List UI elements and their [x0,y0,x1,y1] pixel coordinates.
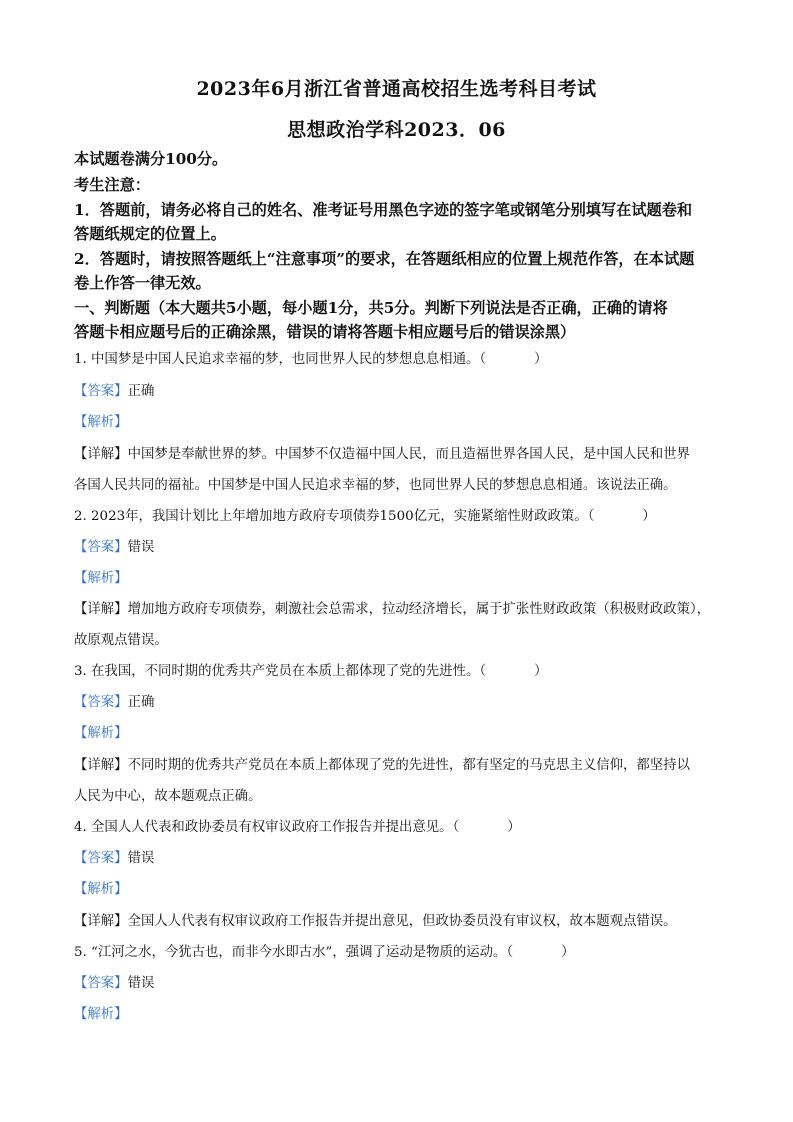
question-3 [74,660,727,679]
blank-close: ） [642,509,656,524]
detail-label: 【详解】 [74,447,128,462]
question-2 [74,505,727,524]
answer-row [74,972,727,991]
detail-row [74,598,727,617]
blank-open: （ [452,820,460,835]
answer-row [74,536,727,555]
question-5 [74,941,727,960]
blank-open: （ [587,509,595,524]
detail-label: 【详解】 [74,602,128,617]
exam-subtitle: 思想政治学科2023．06 [287,119,506,141]
detail-row [74,443,727,462]
answer-value: 错误 [127,540,155,555]
full-score-note: 本试题卷满分100分。 [74,150,228,168]
question-4 [74,816,727,835]
question-1 [74,348,727,367]
answer-row [74,380,727,399]
answer-value: 正确 [127,384,155,399]
detail-text: 故原观点错误。 [74,633,168,648]
detail-row [74,754,727,773]
blank-close: ） [534,664,548,679]
analysis-label: 【解析】 [74,1007,128,1022]
answer-value: 错误 [127,976,155,991]
answer-label: 【答案】 [74,851,128,866]
answer-value: 错误 [127,851,155,866]
analysis-label: 【解析】 [74,571,128,586]
answer-label: 【答案】 [74,540,128,555]
question-text: 3. 在我国，不同时期的优秀共产党员在本质上都体现了党的先进性。 [74,664,480,679]
detail-row [74,910,727,929]
exam-title: 2023年6月浙江省普通高校招生选考科目考试 [196,78,597,100]
detail-text: 全国人人代表有权审议政府工作报告并提出意见，但政协委员没有审议权，故本题观点错误。 [127,914,677,929]
question-text: 5. “江河之水，今犹古也，而非今水即古水”，强调了运动是物质的运动。 [74,945,507,960]
blank-close: ） [534,352,548,367]
blank-open: （ [506,945,514,960]
detail-label: 【详解】 [74,758,128,773]
answer-row [74,691,727,710]
detail-label: 【详解】 [74,914,128,929]
answer-label: 【答案】 [74,384,128,399]
analysis-label: 【解析】 [74,415,128,430]
blank-close: ） [507,820,521,835]
answer-value: 正确 [127,695,155,710]
detail-text: 不同时期的优秀共产党员在本质上都体现了党的先进性，都有坚定的马克思主义信仰，都坚持以 [127,758,690,773]
answer-label: 【答案】 [74,695,128,710]
answer-row [74,847,727,866]
blank-open: （ [479,352,487,367]
section-heading-line-1: 一、判断题（本大题共5小题，每小题1分，共5分。判断下列说法是否正确，正确的请将 [74,299,668,317]
notice-1-line-2: 答题纸规定的位置上。 [74,225,226,243]
detail-text: 人民为中心，故本题观点正确。 [74,789,262,804]
question-text: 2. 2023年，我国计划比上年增加地方政府专项债券1500亿元，实施紧缩性财政政策。 [74,509,588,524]
notice-title: 考生注意： [74,176,150,194]
analysis-label: 【解析】 [74,726,128,741]
section-heading-line-2: 答题卡相应题号后的正确涂黑，错误的请将答题卡相应题号后的错误涂黑） [74,323,576,341]
analysis-label: 【解析】 [74,882,128,897]
answer-label: 【答案】 [74,976,128,991]
notice-2-line-2: 卷上作答一律无效。 [74,274,211,292]
blank-open: （ [479,664,487,679]
blank-close: ） [561,945,575,960]
detail-text: 中国梦是奉献世界的梦。中国梦不仅造福中国人民，而且造福世界各国人民，是中国人民和世界 [127,447,690,462]
notice-1-line-1: 1．答题前，请务必将自己的姓名、准考证号用黑色字迹的签字笔或钢笔分别填写在试题卷和 [74,201,693,219]
detail-text: 各国人民共同的福祉。中国梦是中国人民追求幸福的梦，也同世界人民的梦想息息相通。该说法正确。 [74,478,677,493]
notice-2-line-1: 2．答题时，请按照答题纸上“注意事项”的要求，在答题纸相应的位置上规范作答，在本试题 [74,250,695,268]
question-text: 1. 中国梦是中国人民追求幸福的梦，也同世界人民的梦想息息相通。 [74,352,480,367]
question-text: 4. 全国人人代表和政协委员有权审议政府工作报告并提出意见。 [74,820,453,835]
detail-text: 增加地方政府专项债券，刺激社会总需求，拉动经济增长，属于扩张性财政政策（积极财政政策）， [127,602,711,617]
